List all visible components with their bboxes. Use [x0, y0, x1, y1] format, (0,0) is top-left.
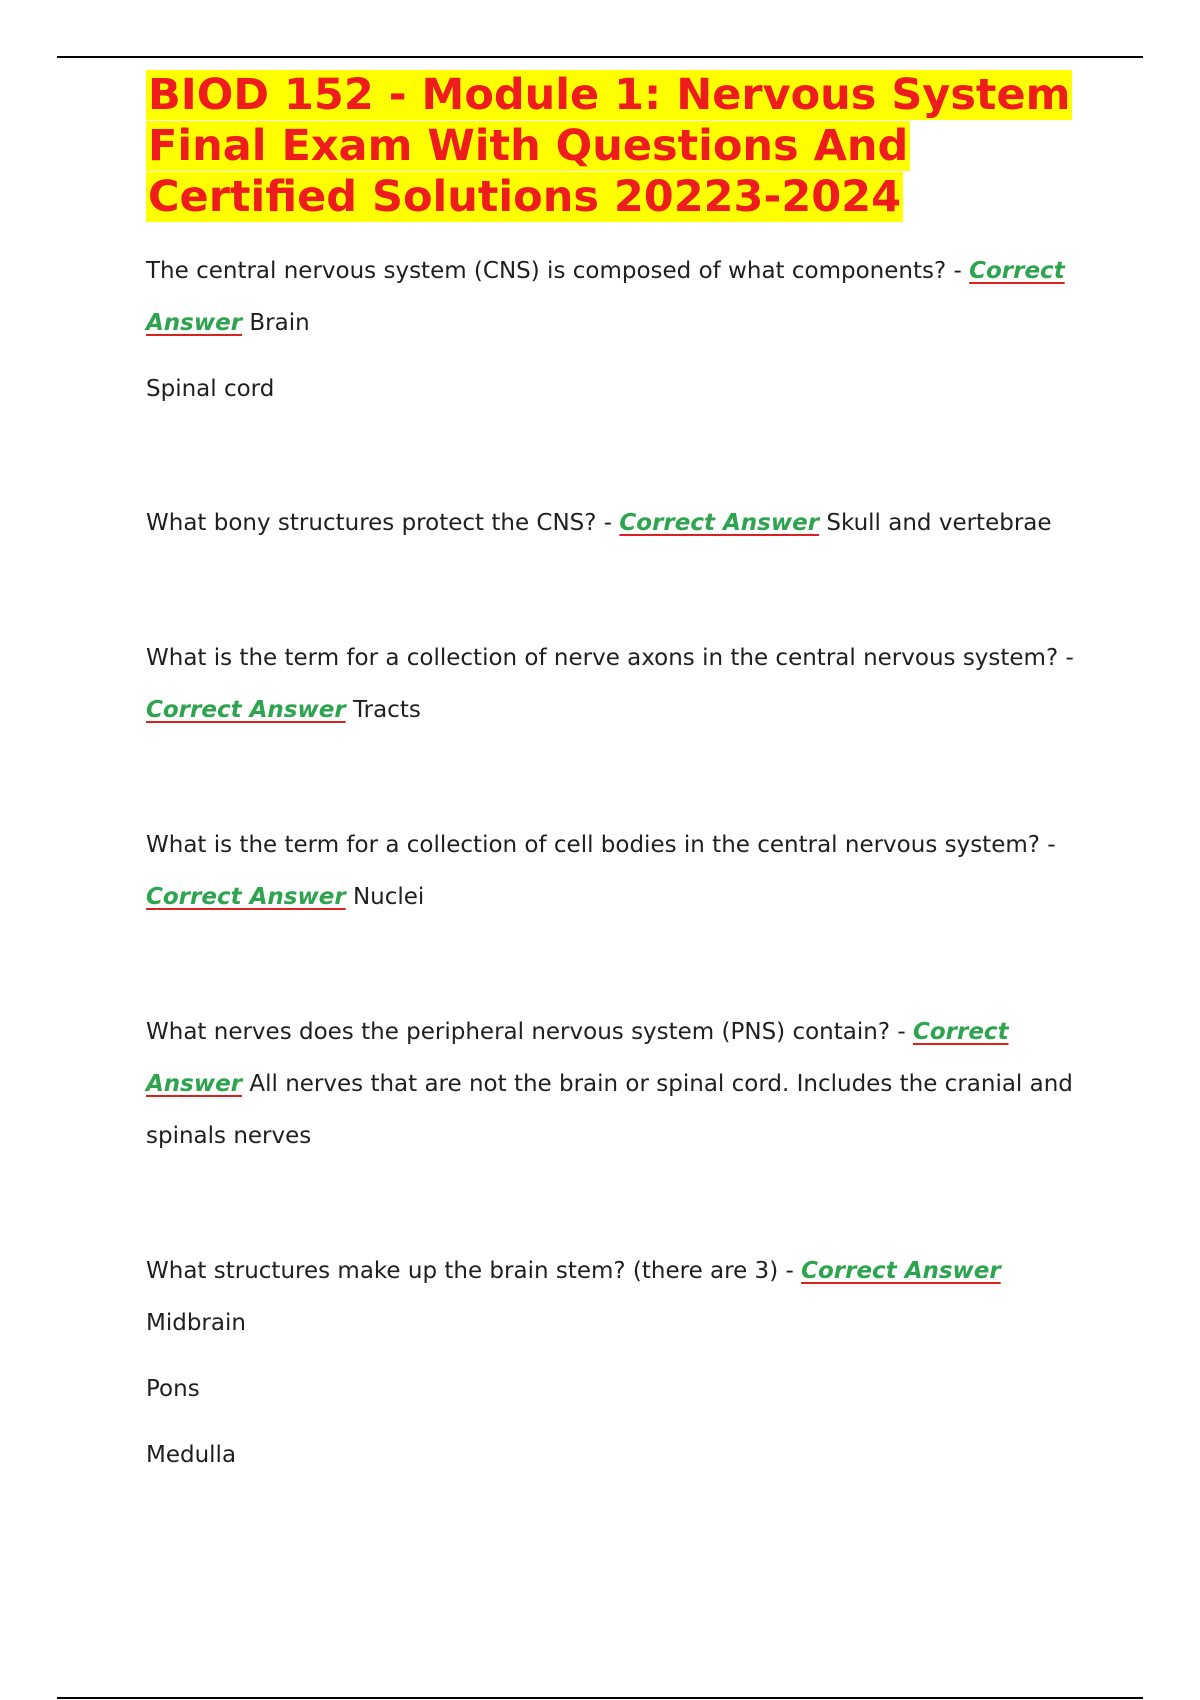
- correct-answer-label: Correct Answer: [801, 1258, 1001, 1284]
- question-text: What is the term for a collection of nerve axons in the central nervous system? -: [146, 645, 1074, 671]
- document-body: [146, 70, 1106, 1481]
- answer-text: All nerves that are not the brain or spinal cord. Includes the cranial and spinals nerves: [146, 1071, 1073, 1149]
- qa-item: [146, 632, 1106, 736]
- qa-item: [146, 245, 1106, 415]
- qa-text: [146, 632, 1106, 736]
- document-title: [146, 70, 1076, 223]
- question-text: What structures make up the brain stem? (there are 3) -: [146, 1258, 802, 1284]
- answer-text: Tracts: [345, 697, 421, 723]
- qa-text: [146, 497, 1106, 549]
- qa-item: [146, 819, 1106, 923]
- question-text: The central nervous system (CNS) is composed of what components? -: [146, 258, 970, 284]
- answer-extra-line: Medulla: [146, 1442, 237, 1468]
- qa-text: [146, 819, 1106, 923]
- answer-extra-line: Pons: [146, 1376, 200, 1402]
- footer-rule: [57, 1697, 1143, 1699]
- correct-answer-label: Correct Answer: [619, 510, 820, 536]
- qa-text: [146, 1245, 1106, 1349]
- answer-text: Skull and vertebrae: [819, 510, 1052, 536]
- question-text: What nerves does the peripheral nervous system (PNS) contain? -: [146, 1019, 913, 1045]
- correct-answer-label: Correct Answer: [146, 1019, 1009, 1097]
- question-text: What bony structures protect the CNS? -: [146, 510, 620, 536]
- correct-answer-label: Correct Answer: [146, 884, 346, 910]
- answer-text: Nuclei: [345, 884, 425, 910]
- qa-text: [146, 245, 1106, 349]
- qa-item: [146, 1006, 1106, 1162]
- qa-text: [146, 1006, 1106, 1162]
- qa-item: [146, 1245, 1106, 1481]
- answer-text: Brain: [242, 310, 310, 336]
- header-rule: [57, 56, 1143, 58]
- correct-answer-label: Correct Answer: [146, 258, 1065, 336]
- correct-answer-label: Correct Answer: [146, 697, 346, 723]
- answer-extra-line: Spinal cord: [146, 376, 275, 402]
- question-text: What is the term for a collection of cell bodies in the central nervous system? -: [146, 832, 1056, 858]
- answer-text: Midbrain: [146, 1310, 246, 1336]
- qa-item: [146, 497, 1106, 549]
- title-highlight: BIOD 152 - Module 1: Nervous System Final Exam With Questions And Certified Solutions 20223-2024: [148, 70, 1071, 222]
